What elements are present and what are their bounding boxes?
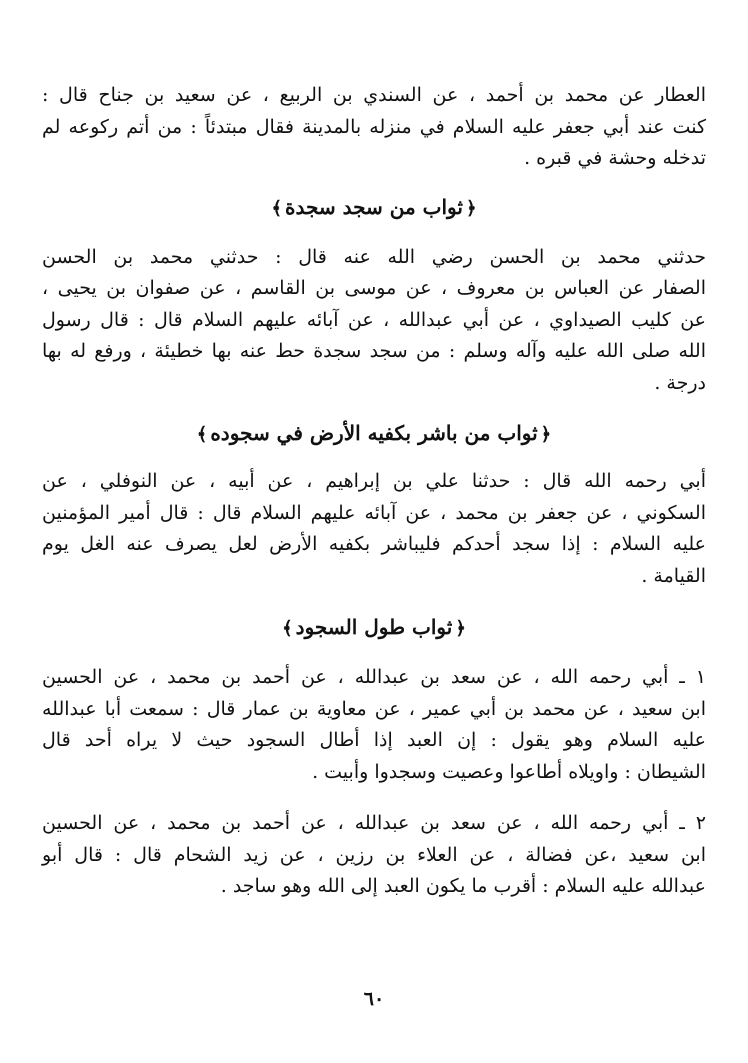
page-number: ٦٠ — [363, 988, 385, 1010]
text-line: ابن سعيد ،عن فضالة ، عن العلاء بن رزين ، عن زيد الشحام قال : قال أبو — [42, 843, 706, 866]
text-line: السكوني ، عن جعفر بن محمد ، عن آبائه عليهم السلام قال : قال أمير المؤمنين — [42, 501, 706, 524]
text-line: عن كليب الصيداوي ، عن أبي عبدالله ، عن آبائه عليهم السلام قال : قال رسول — [42, 308, 706, 331]
ornament-bracket-close: ﴾ — [282, 618, 293, 639]
text-line: الله صلى الله عليه وآله وسلم : من سجد سجدة حط عنه بها خطيئة ، ورفع له بها — [42, 340, 706, 362]
text-line: درجة . — [654, 371, 706, 394]
paragraph — [42, 662, 706, 788]
text-line: الشيطان : واويلاه أطاعوا وعصيت وسجدوا وأبيت . — [312, 760, 706, 783]
paragraph — [42, 242, 706, 400]
text-line: كنت عند أبي جعفر عليه السلام في منزله بالمدينة فقال مبتدئاً : من أتم ركوعه لم — [42, 115, 706, 138]
section-heading-text: ثواب من باشر بكفيه الأرض في سجوده — [210, 421, 538, 445]
text-line: حدثني محمد بن الحسن رضي الله عنه قال : حدثني محمد بن الحسن — [42, 245, 706, 268]
text-line: ١ ـ أبي رحمه الله ، عن سعد بن عبدالله ، عن أحمد بن محمد ، عن الحسين — [42, 666, 706, 688]
section-heading-text: ثواب من سجد سجدة — [285, 194, 463, 219]
text-line: تدخله وحشة في قبره . — [524, 147, 706, 169]
ornament-bracket-open: ﴿ — [540, 424, 552, 445]
book-page — [42, 80, 706, 1043]
paragraph — [42, 80, 706, 175]
paragraph — [42, 466, 706, 592]
ornament-bracket-close: ﴾ — [196, 424, 208, 445]
text-line: عليه السلام : إذا سجد أحدكم فليباشر بكفيه الأرض لعل يصرف عنه الغل يوم — [42, 533, 706, 555]
section-heading — [42, 612, 706, 644]
section-heading — [42, 192, 706, 224]
text-line: ٢ ـ أبي رحمه الله ، عن سعد بن عبدالله ، عن أحمد بن محمد ، عن الحسين — [42, 812, 706, 834]
text-line: العطار عن محمد بن أحمد ، عن السندي بن الربيع ، عن سعيد بن جناح قال : — [42, 84, 706, 106]
text-line: أبي رحمه الله قال : حدثنا علي بن إبراهيم ، عن أبيه ، عن النوفلي ، عن — [42, 470, 706, 492]
ornament-bracket-close: ﴾ — [271, 197, 283, 219]
text-line: الصفار عن العباس بن معروف ، عن موسى بن القاسم ، عن صفوان بن يحيى ، — [42, 277, 706, 299]
section-heading-text: ثواب طول السجود — [295, 615, 453, 639]
paragraph — [42, 808, 706, 903]
ornament-bracket-open: ﴿ — [465, 197, 477, 219]
text-line: القيامة . — [641, 564, 706, 587]
ornament-bracket-open: ﴿ — [455, 618, 466, 639]
text-line: ابن سعيد ، عن محمد بن أبي عمير ، عن معاوية بن عمار قال : سمعت أبا عبدالله — [42, 697, 706, 720]
text-line: عبدالله عليه السلام : أقرب ما يكون العبد إلى الله وهو ساجد . — [220, 875, 706, 897]
text-line: عليه السلام وهو يقول : إن العبد إذا أطال السجود حيث لا يراه أحد قال — [42, 729, 706, 751]
section-heading — [42, 418, 706, 450]
